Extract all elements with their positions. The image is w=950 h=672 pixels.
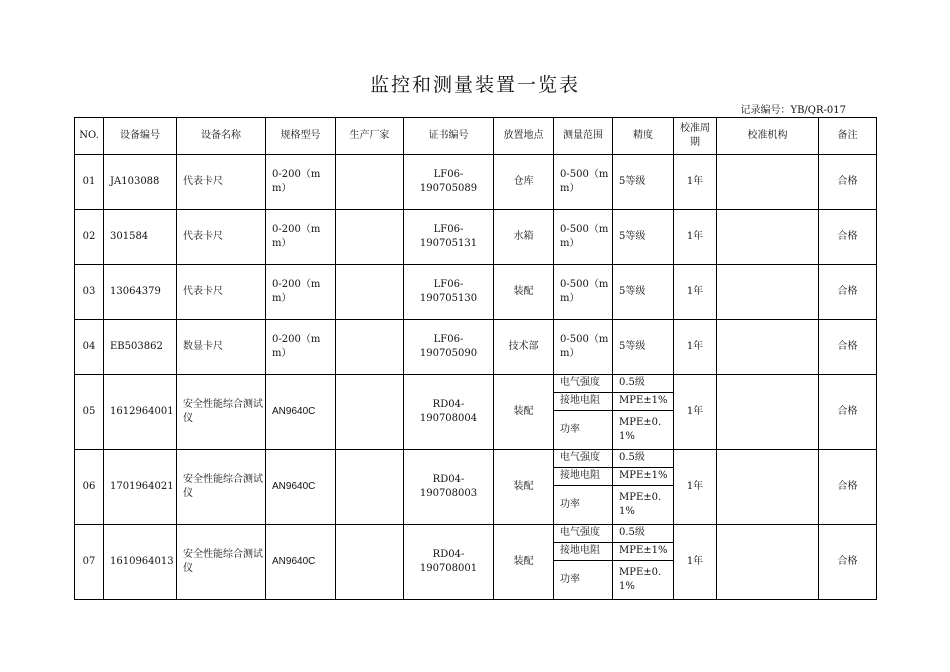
row-no: 06 <box>75 450 104 525</box>
range: 功率 <box>554 486 613 525</box>
agency <box>717 450 819 525</box>
range: 电气强度 <box>554 375 613 393</box>
place: 仓库 <box>494 155 554 210</box>
accuracy: 0.5级 <box>613 450 674 468</box>
col-header-range: 测量范围 <box>554 118 613 155</box>
device-id: 301584 <box>104 210 177 265</box>
record-number: 记录编号：YB/QR-017 <box>740 105 846 116</box>
row-no: 05 <box>75 375 104 450</box>
row-no: 01 <box>75 155 104 210</box>
place: 技术部 <box>494 320 554 375</box>
range: 0-500（mm） <box>554 155 613 210</box>
remark: 合格 <box>819 525 877 600</box>
range: 功率 <box>554 561 613 600</box>
maker <box>336 265 404 320</box>
spec: 0-200（mm） <box>266 155 336 210</box>
col-header-device-name: 设备名称 <box>177 118 266 155</box>
accuracy: 5等级 <box>613 155 674 210</box>
col-header-device-id: 设备编号 <box>104 118 177 155</box>
cert-no: LF06-190705089 <box>404 155 494 210</box>
remark: 合格 <box>819 265 877 320</box>
accuracy: MPE±1% <box>613 468 674 486</box>
remark: 合格 <box>819 210 877 265</box>
table-row <box>75 450 877 468</box>
device-name: 安全性能综合测试仪 <box>177 450 266 525</box>
maker <box>336 525 404 600</box>
table-row <box>75 155 877 210</box>
range: 接地电阻 <box>554 468 613 486</box>
spec: 0-200（mm） <box>266 210 336 265</box>
period: 1年 <box>674 320 717 375</box>
remark: 合格 <box>819 155 877 210</box>
period: 1年 <box>674 450 717 525</box>
col-header-maker: 生产厂家 <box>336 118 404 155</box>
remark: 合格 <box>819 375 877 450</box>
device-id: JA103088 <box>104 155 177 210</box>
row-no: 02 <box>75 210 104 265</box>
accuracy: MPE±0.1% <box>613 411 674 450</box>
agency <box>717 525 819 600</box>
accuracy: 5等级 <box>613 210 674 265</box>
table-row <box>75 265 877 320</box>
row-no: 04 <box>75 320 104 375</box>
maker <box>336 450 404 525</box>
device-name: 安全性能综合测试仪 <box>177 525 266 600</box>
spec: AN9640C <box>266 375 336 450</box>
device-name: 数显卡尺 <box>177 320 266 375</box>
header-row <box>75 118 877 155</box>
agency <box>717 320 819 375</box>
agency <box>717 375 819 450</box>
place: 装配 <box>494 525 554 600</box>
cert-no: LF06-190705131 <box>404 210 494 265</box>
place: 装配 <box>494 450 554 525</box>
range: 电气强度 <box>554 525 613 543</box>
place: 装配 <box>494 375 554 450</box>
device-name: 代表卡尺 <box>177 210 266 265</box>
col-header-remark: 备注 <box>819 118 877 155</box>
range: 电气强度 <box>554 450 613 468</box>
spec: AN9640C <box>266 525 336 600</box>
period: 1年 <box>674 525 717 600</box>
cert-no: RD04-190708004 <box>404 375 494 450</box>
col-header-agency: 校准机构 <box>717 118 819 155</box>
accuracy: 0.5级 <box>613 525 674 543</box>
table-row <box>75 210 877 265</box>
device-id: 1612964001 <box>104 375 177 450</box>
period: 1年 <box>674 265 717 320</box>
spec: 0-200（mm） <box>266 265 336 320</box>
table-row <box>75 375 877 393</box>
equipment-table <box>74 117 877 600</box>
period: 1年 <box>674 155 717 210</box>
remark: 合格 <box>819 450 877 525</box>
col-header-place: 放置地点 <box>494 118 554 155</box>
place: 水箱 <box>494 210 554 265</box>
range: 0-500（mm） <box>554 210 613 265</box>
cert-no: LF06-190705090 <box>404 320 494 375</box>
period: 1年 <box>674 210 717 265</box>
accuracy: 5等级 <box>613 265 674 320</box>
maker <box>336 320 404 375</box>
table-row <box>75 320 877 375</box>
device-name: 代表卡尺 <box>177 155 266 210</box>
table-row <box>75 525 877 543</box>
accuracy: MPE±0.1% <box>613 561 674 600</box>
maker <box>336 210 404 265</box>
accuracy: 0.5级 <box>613 375 674 393</box>
range: 0-500（mm） <box>554 265 613 320</box>
col-header-period: 校准周期 <box>674 118 717 155</box>
maker <box>336 375 404 450</box>
range: 功率 <box>554 411 613 450</box>
place: 装配 <box>494 265 554 320</box>
col-header-spec: 规格型号 <box>266 118 336 155</box>
col-header-no: NO. <box>75 118 104 155</box>
agency <box>717 155 819 210</box>
row-no: 03 <box>75 265 104 320</box>
agency <box>717 265 819 320</box>
device-name: 代表卡尺 <box>177 265 266 320</box>
accuracy: MPE±1% <box>613 393 674 411</box>
col-header-accuracy: 精度 <box>613 118 674 155</box>
device-id: 13064379 <box>104 265 177 320</box>
maker <box>336 155 404 210</box>
spec: AN9640C <box>266 450 336 525</box>
device-id: 1701964021 <box>104 450 177 525</box>
cert-no: RD04-190708001 <box>404 525 494 600</box>
device-id: 1610964013 <box>104 525 177 600</box>
device-id: EB503862 <box>104 320 177 375</box>
row-no: 07 <box>75 525 104 600</box>
cert-no: RD04-190708003 <box>404 450 494 525</box>
cert-no: LF06-190705130 <box>404 265 494 320</box>
period: 1年 <box>674 375 717 450</box>
accuracy: MPE±0.1% <box>613 486 674 525</box>
agency <box>717 210 819 265</box>
range: 接地电阻 <box>554 543 613 561</box>
device-name: 安全性能综合测试仪 <box>177 375 266 450</box>
accuracy: 5等级 <box>613 320 674 375</box>
range: 接地电阻 <box>554 393 613 411</box>
page-title: 监控和测量装置一览表 <box>369 74 580 96</box>
remark: 合格 <box>819 320 877 375</box>
range: 0-500（mm） <box>554 320 613 375</box>
accuracy: MPE±1% <box>613 543 674 561</box>
spec: 0-200（mm） <box>266 320 336 375</box>
col-header-cert: 证书编号 <box>404 118 494 155</box>
